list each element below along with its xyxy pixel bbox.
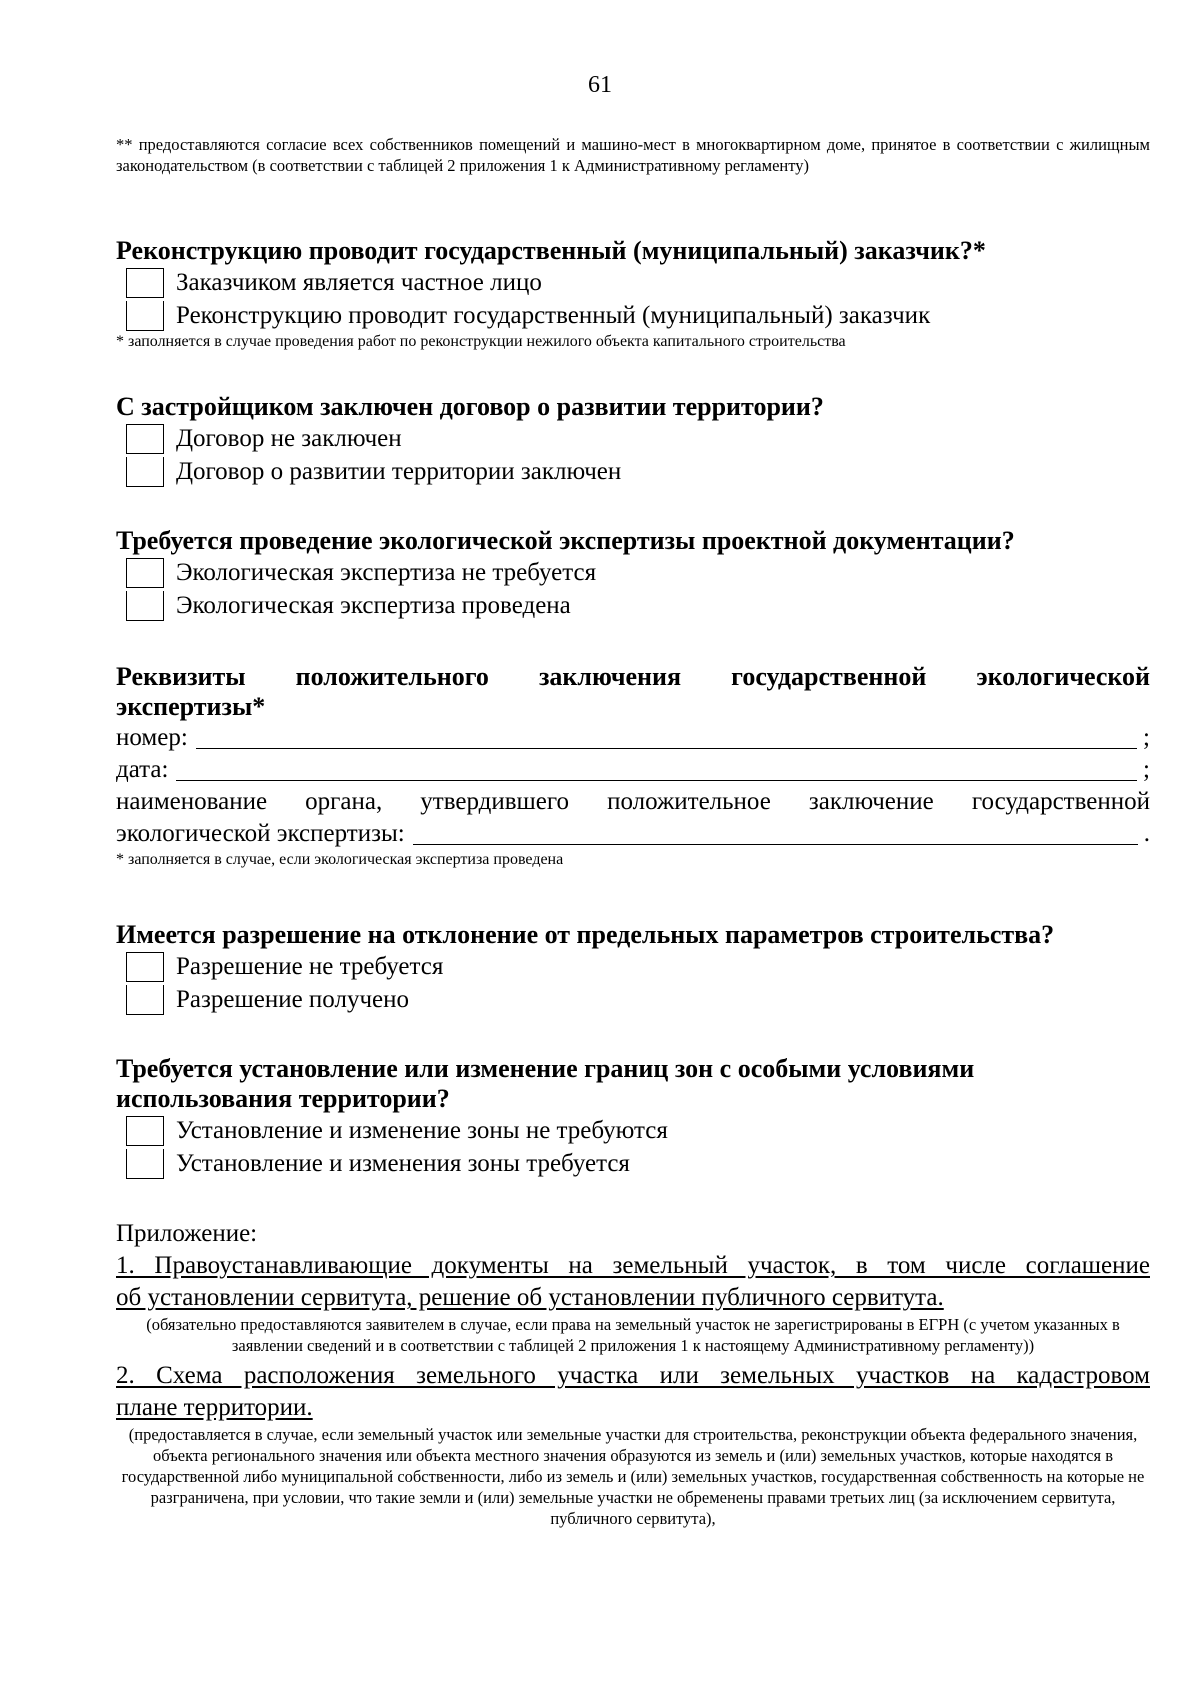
- checkbox[interactable]: [126, 424, 164, 454]
- option-state-customer[interactable]: [116, 299, 1150, 332]
- option-label: Разрешение не требуется: [176, 952, 444, 980]
- number-row: [116, 722, 1150, 754]
- option-eco-not-required[interactable]: [116, 556, 1150, 589]
- semicolon: ;: [1143, 724, 1150, 751]
- date-label: дата:: [116, 756, 169, 783]
- organ-line1: наименование органа, утвердившего положительное заключение государственной: [116, 788, 1150, 815]
- attachment-1-line1: 1. Правоустанавливающие документы на земельный участок, в том числе соглашение: [116, 1252, 1150, 1279]
- attachment-2-line1: 2. Схема расположения земельного участка или земельных участков на кадастровом: [116, 1362, 1150, 1389]
- date-field[interactable]: [176, 756, 1137, 781]
- option-eco-done[interactable]: [116, 589, 1150, 622]
- section-zone-boundaries: [116, 1054, 1150, 1180]
- period: .: [1143, 820, 1150, 847]
- option-label: Договор не заключен: [176, 424, 402, 452]
- date-row: [116, 754, 1150, 786]
- question-deviation-permit: Имеется разрешение на отклонение от предельных параметров строительства?: [116, 920, 1055, 949]
- question-eco-expertise: Требуется проведение экологической экспертизы проектной документации?: [116, 526, 1015, 555]
- section-deviation-permit: [116, 920, 1150, 1016]
- section-attachments: [116, 1218, 1150, 1529]
- question-customer: Реконструкцию проводит государственный (муниципальный) заказчик?*: [116, 236, 986, 265]
- checkbox[interactable]: [126, 1149, 164, 1179]
- question-zone-line1: Требуется установление или изменение границ зон с особыми условиями: [116, 1054, 975, 1083]
- attachment-2-note: (предоставляется в случае, если земельный участок или земельные участки для строительства, реконструкции объекта федерального значения, объекта регионального значения или объекта местного значения образуются из земель и (или) земельных участков, которые находятся в государственной либо муниципальной собственности, либо из земель и (или) земельных участков, государственная собственность на которые не разграничена, при условии, что такие земли и (или) земельные участки не обременены правами третьих лиц (за исключением сервитута, публичного сервитута),: [121, 1425, 1145, 1528]
- checkbox[interactable]: [126, 301, 164, 331]
- section-customer: [116, 236, 1150, 352]
- checkbox[interactable]: [126, 457, 164, 487]
- checkbox[interactable]: [126, 591, 164, 621]
- section-territory-agreement: [116, 392, 1150, 488]
- requisites-title-line1: Реквизиты положительного заключения государственной экологической: [116, 662, 1150, 691]
- number-field[interactable]: [196, 724, 1137, 749]
- option-private-customer[interactable]: [116, 266, 1150, 299]
- question-territory-agreement: С застройщиком заключен договор о развитии территории?: [116, 392, 824, 421]
- option-label: Заказчиком является частное лицо: [176, 268, 542, 296]
- checkbox[interactable]: [126, 268, 164, 298]
- section-eco-requisites: [116, 662, 1150, 870]
- checkbox[interactable]: [126, 952, 164, 982]
- attachment-2-line2: плане территории.: [116, 1394, 313, 1421]
- option-label: Установление и изменения зоны требуется: [176, 1149, 630, 1177]
- option-label: Договор о развитии территории заключен: [176, 457, 622, 485]
- requisites-title-line2: экспертизы*: [116, 692, 266, 721]
- section-eco-expertise: [116, 526, 1150, 622]
- note-eco-requisites: * заполняется в случае, если экологическая экспертиза проведена: [116, 851, 564, 868]
- option-no-agreement[interactable]: [116, 422, 1150, 455]
- checkbox[interactable]: [126, 1116, 164, 1146]
- option-zone-required[interactable]: [116, 1147, 1150, 1180]
- footnote-top: ** предоставляются согласие всех собственников помещений и машино-мест в многоквартирном доме, принятое в соответствии с жилищным законодательством (в соответствии с таблицей 2 приложения 1 к Административному регламенту): [116, 135, 1150, 175]
- option-label: Реконструкцию проводит государственный (муниципальный) заказчик: [176, 301, 931, 329]
- option-label: Установление и изменение зоны не требуются: [176, 1116, 668, 1144]
- option-label: Экологическая экспертиза проведена: [176, 591, 571, 619]
- page-number: 61: [588, 72, 612, 98]
- option-zone-not-required[interactable]: [116, 1114, 1150, 1147]
- option-label: Разрешение получено: [176, 985, 409, 1013]
- option-permit-obtained[interactable]: [116, 983, 1150, 1016]
- attachment-1-line2: об установлении сервитута, решение об установлении публичного сервитута.: [116, 1284, 944, 1311]
- checkbox[interactable]: [126, 985, 164, 1015]
- option-agreement-signed[interactable]: [116, 455, 1150, 488]
- attachments-heading: Приложение:: [116, 1220, 258, 1247]
- note-customer: * заполняется в случае проведения работ по реконструкции нежилого объекта капитального строительства: [116, 333, 846, 350]
- number-label: номер:: [116, 724, 188, 751]
- organ-row: [116, 818, 1150, 850]
- semicolon: ;: [1143, 756, 1150, 783]
- organ-field[interactable]: [413, 820, 1138, 845]
- checkbox[interactable]: [126, 558, 164, 588]
- attachment-1-note: (обязательно предоставляются заявителем в случае, если права на земельный участок не зарегистрированы в ЕГРН (с учетом указанных в заявлении сведений и в соответствии с таблицей 2 приложения 1 к настоящему Административному регламенту)): [146, 1315, 1120, 1355]
- question-zone-line2: использования территории?: [116, 1084, 450, 1113]
- option-label: Экологическая экспертиза не требуется: [176, 558, 597, 586]
- organ-label: экологической экспертизы:: [116, 820, 405, 847]
- option-permit-not-required[interactable]: [116, 950, 1150, 983]
